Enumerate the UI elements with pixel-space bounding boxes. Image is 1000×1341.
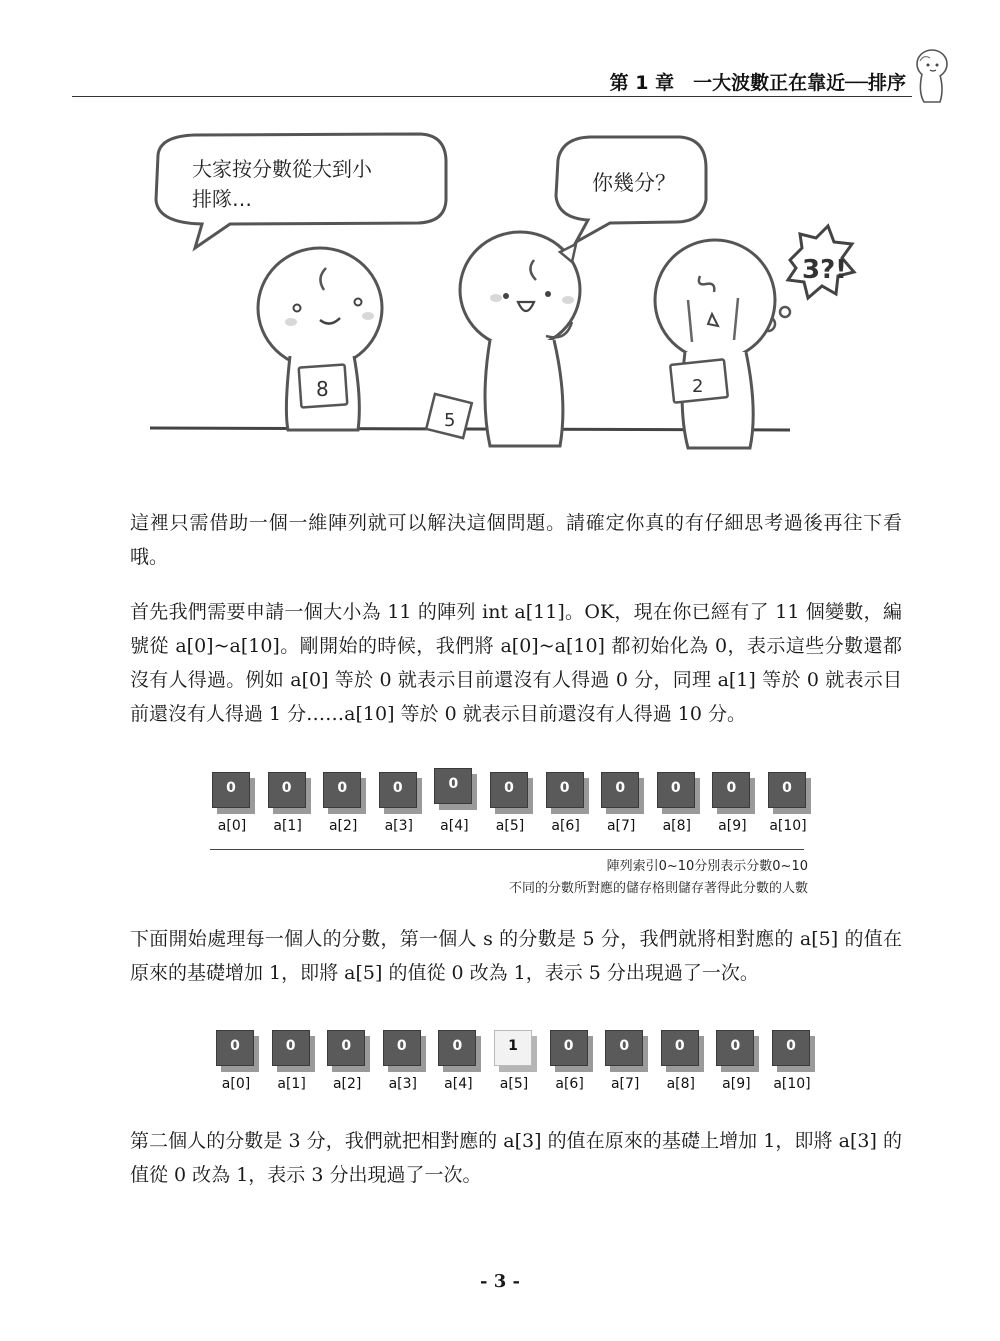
- array-cell-label: a[4]: [444, 1076, 473, 1092]
- array-cell-value: 0: [601, 772, 639, 808]
- page-number: - 3 -: [480, 1271, 520, 1292]
- paragraph-3: 下面開始處理每一個人的分數，第一個人 s 的分數是 5 分，我們就將相對應的 a[5] 的值在原來的基礎增加 1，即將 a[5] 的值從 0 改為 1，表示 5 分出現過了一次。: [130, 928, 902, 984]
- array-cell-label: a[7]: [606, 818, 636, 834]
- array-cell-value: 0: [383, 1030, 421, 1066]
- array-cell-label: a[6]: [555, 1076, 584, 1092]
- array-cell-value: 0: [323, 772, 361, 808]
- comic-illustration: [140, 130, 860, 460]
- array-cell-value: 0: [657, 772, 695, 808]
- card-left-number: 8: [316, 377, 329, 401]
- array-cell-value: 0: [327, 1030, 365, 1066]
- array-cell-label: a[10]: [773, 1076, 811, 1092]
- array-cell-label: a[3]: [384, 818, 413, 834]
- paragraph-4: 第二個人的分數是 3 分，我們就把相對應的 a[3] 的值在原來的基礎上增加 1，即將 a[3] 的值從 0 改為 1，表示 3 分出現過了一次。: [130, 1130, 902, 1186]
- figure-rule: [210, 849, 804, 850]
- bubble-left-line1: 大家按分數從大到小: [192, 157, 372, 181]
- array-cell-value: 0: [438, 1030, 476, 1066]
- array-cell-value: 1: [494, 1030, 532, 1066]
- array-cell-label: a[7]: [610, 1076, 640, 1092]
- array-cell-value: 0: [216, 1030, 254, 1066]
- array-cell-label: a[9]: [722, 1076, 751, 1092]
- figure-caption-line1: 陣列索引0~10分別表示分數0~10: [606, 859, 808, 874]
- speech-bubble-right: [556, 137, 706, 242]
- array-cell-label: a[1]: [277, 1076, 306, 1092]
- array-cell-value: 0: [379, 772, 417, 808]
- character-right: [655, 240, 775, 448]
- character-left: [258, 248, 382, 430]
- array-cell-label: a[2]: [332, 1076, 362, 1092]
- array-cell-value: 0: [550, 1030, 588, 1066]
- bubble-left-line2: 排隊…: [192, 187, 252, 211]
- array-cell-label: a[5]: [495, 818, 525, 834]
- paragraph-2: 首先我們需要申請一個大小為 11 的陣列 int a[11]。OK，現在你已經有了 11 個變數，編號從 a[0]~a[10]。剛開始的時候，我們將 a[0]~a[10] 都初始化為 0，表示這些分數還都沒有人得過。例如 a[0] 等於 0 就表示目前還沒有人得過 0 分，同理 a[1] 等於 0 就表示目前還沒有人得過 1 分……a[10] 等於 0 就表示目前還沒有人得過 10 分。: [130, 601, 902, 725]
- array-cell-value: 0: [546, 772, 584, 808]
- bubble-right-text: 你幾分？: [592, 171, 676, 195]
- thought-text: 3?!: [802, 255, 848, 285]
- array-cell-value: 0: [490, 772, 528, 808]
- array-cell-label: a[6]: [551, 818, 580, 834]
- chapter-title: 第 1 章 一大波數正在靠近──排序: [609, 72, 906, 94]
- array-cell-label: a[10]: [769, 818, 807, 834]
- array-cell-value: 0: [716, 1030, 754, 1066]
- array-cell-label: a[8]: [662, 818, 691, 834]
- card-middle-number: 5: [444, 410, 456, 431]
- thought-burst: [761, 226, 854, 331]
- array-cell-value: 0: [768, 772, 806, 808]
- array-cell-value: 0: [434, 768, 472, 804]
- speech-bubble-left: [156, 134, 446, 248]
- array-cell-value: 0: [605, 1030, 643, 1066]
- array-cell-value: 0: [772, 1030, 810, 1066]
- array-cell-value: 0: [212, 772, 250, 808]
- array-cell-value: 0: [661, 1030, 699, 1066]
- array-cell-label: a[1]: [273, 818, 302, 834]
- array-cell-label: a[0]: [217, 818, 247, 834]
- array-cell-label: a[2]: [328, 818, 358, 834]
- running-header: [72, 62, 912, 97]
- array-cell-value: 0: [268, 772, 306, 808]
- figure-caption-line2: 不同的分數所對應的儲存格則儲存著得此分數的人數: [508, 881, 808, 896]
- character-middle: [426, 232, 580, 446]
- card-right-number: 2: [692, 376, 704, 397]
- array-cell-label: a[9]: [718, 818, 747, 834]
- mascot-icon: [908, 46, 954, 106]
- array-cell-value: 0: [712, 772, 750, 808]
- array-cell-label: a[8]: [666, 1076, 695, 1092]
- array-cell-value: 0: [272, 1030, 310, 1066]
- array-cell-label: a[4]: [440, 818, 469, 834]
- paragraph-1: 這裡只需借助一個一維陣列就可以解決這個問題。請確定你真的有仔細思考過後再往下看哦。: [130, 512, 902, 568]
- array-cell-label: a[5]: [499, 1076, 529, 1092]
- array-cell-label: a[0]: [221, 1076, 251, 1092]
- array-cell-label: a[3]: [388, 1076, 417, 1092]
